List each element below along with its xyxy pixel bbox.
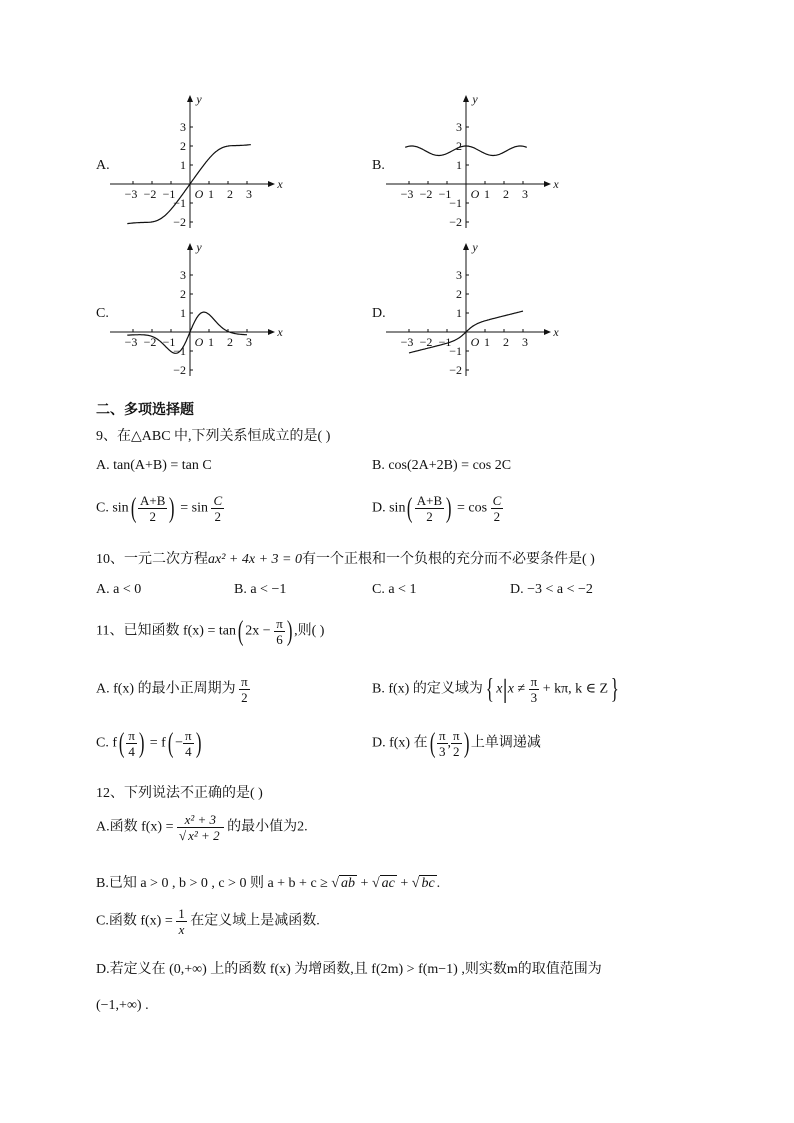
q12-b-r1: ab — [341, 876, 356, 891]
q11-a-pre: A. f(x) 的最小正周期为 — [96, 681, 236, 697]
q9-d-num: A+B — [416, 493, 443, 508]
y-tick-label: 1 — [180, 306, 186, 320]
x-tick-label: 1 — [208, 335, 214, 349]
graph-c — [108, 240, 288, 380]
x-tick-label: −3 — [400, 335, 414, 349]
q12-stem: 12、下列说法不正确的是( ) — [96, 786, 263, 801]
q9-d-den2: 2 — [493, 509, 501, 524]
graph-d — [384, 240, 564, 380]
q11-option-b: B. f(x) 的定义域为{ x|x ≠ $\frac{\pi}{3}$ + kπ, k ∈ Z} — [372, 673, 619, 705]
x-tick-label: 3 — [522, 335, 528, 349]
q11-b-set-a: x — [496, 681, 503, 697]
y-tick-label: 1 — [456, 158, 462, 172]
q9-c-num2: C — [213, 493, 223, 508]
q11-stem: 11、已知函数 f(x) = tan( 2x − $\frac{\pi}{6}$ ) ,则( ) — [96, 615, 325, 647]
q11-stem-in: 2x − — [245, 623, 271, 639]
graph-b-label: B. — [372, 158, 385, 173]
graph-a — [108, 92, 288, 232]
q11-c-pre: C. f — [96, 735, 117, 751]
q12-option-d-line1: D.若定义在 (0,+∞) 上的函数 f(x) 为增函数,且 f(2m) > f(m−1) ,则实数m的取值范围为 — [96, 962, 602, 977]
y-tick-label: 1 — [456, 306, 462, 320]
q11-c-mid: = f — [149, 735, 166, 751]
x-tick-label: 1 — [484, 335, 490, 349]
q9-c-den: 2 — [149, 509, 156, 524]
y-tick-label: 2 — [456, 139, 462, 153]
origin-label: O — [194, 187, 204, 201]
q10-stem-eq: ax² + 4x + 3 = 0 — [208, 552, 302, 567]
q9-c-prefix: C. sin — [96, 500, 129, 516]
q12-b-pre: B.已知 a > 0 , b > 0 , c > 0 则 a + b + c ≥ — [96, 876, 328, 891]
q9-option-b: B. cos(2A+2B) = cos 2C — [372, 458, 512, 473]
graph-b — [384, 92, 564, 232]
q12-c-post: 在定义域上是减函数. — [190, 913, 320, 929]
y-axis-label: y — [472, 92, 478, 106]
x-tick-label: −3 — [124, 335, 138, 349]
x-tick-label: −2 — [143, 335, 157, 349]
q12-b-r2: ac — [381, 876, 395, 891]
x-tick-label: 2 — [503, 187, 509, 201]
x-tick-label: −2 — [419, 187, 433, 201]
y-tick-label: −1 — [449, 344, 462, 358]
y-tick-label: −2 — [173, 363, 186, 377]
q11-c-den2: 4 — [185, 744, 192, 759]
q11-stem-b: ,则( ) — [294, 623, 325, 639]
q10-option-a: A. a < 0 — [96, 582, 142, 597]
x-tick-label: 2 — [227, 335, 233, 349]
x-tick-label: −3 — [400, 187, 414, 201]
q9-option-d: D. sin( $\frac{A+B}{2}$ ) = cos $\frac{C}{2}$ — [372, 492, 502, 524]
q11-c-num: π — [128, 728, 135, 743]
q9-option-a: A. tan(A+B) = tan C — [96, 458, 212, 473]
q11-option-a — [96, 674, 250, 705]
x-axis-arrow — [268, 329, 275, 335]
y-axis-arrow — [187, 95, 193, 102]
origin-label: O — [194, 335, 204, 349]
q12-c-pre: C.函数 f(x) = — [96, 913, 173, 929]
q11-option-d: D. f(x) 在( $\frac{\pi}{3}$ , $\frac{\pi}{2}$ ) 上单调递减 — [372, 727, 541, 759]
q9-d-den: 2 — [426, 509, 433, 524]
q11-b-num: π — [530, 674, 538, 689]
y-tick-label: 2 — [180, 139, 186, 153]
q10-option-b: B. a < −1 — [234, 582, 287, 597]
q11-d-den2: 2 — [453, 744, 460, 759]
origin-label: O — [470, 335, 480, 349]
q9-d-num2: C — [492, 493, 502, 508]
q10-stem — [96, 548, 595, 568]
q11-stem-den: 6 — [276, 632, 283, 647]
q12-option-b: B.已知 a > 0 , b > 0 , c > 0 则 a + b + c ≥ √ ab + √ ac + √ bc . — [96, 876, 441, 891]
q11-d-post: 上单调递减 — [470, 735, 541, 751]
q12-c-den: x — [178, 922, 185, 937]
q11-stem-a: 11、已知函数 f(x) = tan — [96, 623, 236, 639]
x-tick-label: 1 — [208, 187, 214, 201]
x-tick-label: 2 — [227, 187, 233, 201]
origin-label: O — [470, 187, 480, 201]
q12-c-num: 1 — [178, 906, 185, 921]
q9-option-c: C. sin( $\frac{A+B}{2}$ ) = sin $\frac{C}{2}$ — [96, 492, 223, 524]
x-axis-arrow — [544, 181, 551, 187]
y-tick-label: 3 — [456, 120, 462, 134]
y-tick-label: −2 — [449, 215, 462, 229]
y-axis-label: y — [472, 240, 478, 254]
x-tick-label: −2 — [143, 187, 157, 201]
graph-d-label: D. — [372, 306, 386, 321]
x-tick-label: 3 — [246, 335, 252, 349]
y-axis-arrow — [187, 243, 193, 250]
x-axis-arrow — [544, 329, 551, 335]
q10-stem-a: 10、一元二次方程 — [96, 552, 208, 567]
q12-option-d-line2: (−1,+∞) . — [96, 998, 149, 1013]
y-axis-arrow — [463, 95, 469, 102]
x-tick-label: 1 — [484, 187, 490, 201]
x-tick-label: −1 — [438, 187, 452, 201]
q9-c-den2: 2 — [214, 509, 222, 524]
x-axis-arrow — [268, 181, 275, 187]
q11-d-den: 3 — [438, 744, 446, 759]
q11-c-in: − — [175, 735, 184, 751]
graph-c-label: C. — [96, 306, 109, 321]
q12-b-r3: bc — [421, 876, 435, 891]
q9-stem: 9、在△ABC 中,下列关系恒成立的是( ) — [96, 429, 331, 444]
q9-c-num: A+B — [140, 493, 166, 508]
q11-stem-num: π — [276, 616, 283, 631]
y-tick-label: 3 — [456, 268, 462, 282]
y-tick-label: 2 — [180, 287, 186, 301]
x-tick-label: −1 — [162, 187, 176, 201]
y-tick-label: 2 — [456, 287, 462, 301]
q12-a-num: x² + 3 — [177, 812, 224, 828]
q10-stem-b: 有一个正根和一个负根的充分而不必要条件是( ) — [301, 552, 595, 567]
q11-d-num2: π — [453, 728, 460, 743]
x-tick-label: 2 — [503, 335, 509, 349]
q12-a-den: x² + 2 — [188, 828, 220, 843]
section-title: 二、多项选择题 — [96, 402, 194, 418]
x-axis-label: x — [553, 177, 559, 191]
q9-c-mid: = sin — [180, 500, 208, 516]
y-axis-label: y — [196, 240, 202, 254]
y-tick-label: 3 — [180, 120, 186, 134]
q11-c-num2: π — [185, 728, 192, 743]
x-axis-label: x — [277, 177, 283, 191]
x-tick-label: −1 — [438, 335, 452, 349]
q11-d-pre: D. f(x) 在 — [372, 735, 428, 751]
graph-a-label: A. — [96, 158, 110, 173]
q12-a-pre: A.函数 f(x) = — [96, 819, 174, 835]
y-tick-label: −1 — [449, 196, 462, 210]
q9-d-prefix: D. sin — [372, 500, 406, 516]
q12-option-c — [96, 906, 320, 937]
q11-c-den: 4 — [128, 744, 135, 759]
y-tick-label: −2 — [173, 215, 186, 229]
q10-option-c: C. a < 1 — [372, 582, 417, 597]
y-tick-label: −1 — [173, 344, 186, 358]
q12-option-a: A.函数 f(x) = $\frac{\text{x² + 3}}{\text{√ x² + 2}}$ 的最小值为2. — [96, 812, 308, 843]
y-tick-label: 3 — [180, 268, 186, 282]
y-axis-label: y — [196, 92, 202, 106]
q10-option-d: D. −3 < a < −2 — [510, 582, 593, 597]
q11-b-set-c: + kπ, k ∈ Z — [542, 681, 609, 697]
q11-d-num: π — [438, 728, 446, 743]
q11-a-den: 2 — [241, 690, 248, 705]
q11-b-pre: B. f(x) 的定义域为 — [372, 681, 483, 697]
y-tick-label: −1 — [173, 196, 186, 210]
y-tick-label: 1 — [180, 158, 186, 172]
x-tick-label: −3 — [124, 187, 138, 201]
x-tick-label: 3 — [246, 187, 252, 201]
x-axis-label: x — [277, 325, 283, 339]
q11-b-set-b: x ≠ — [507, 681, 526, 697]
x-tick-label: −1 — [162, 335, 176, 349]
q11-option-c: C. f( $\frac{\pi}{4}$ ) = f( − $\frac{\pi}{4}$ ) — [96, 727, 202, 759]
x-tick-label: 3 — [522, 187, 528, 201]
q9-d-mid: = cos — [457, 500, 488, 516]
q11-b-den: 3 — [530, 690, 538, 705]
q12-a-post: 的最小值为2. — [227, 819, 308, 835]
x-axis-label: x — [553, 325, 559, 339]
q11-a-num: π — [241, 674, 248, 689]
x-tick-label: −2 — [419, 335, 433, 349]
y-tick-label: −2 — [449, 363, 462, 377]
y-axis-arrow — [463, 243, 469, 250]
